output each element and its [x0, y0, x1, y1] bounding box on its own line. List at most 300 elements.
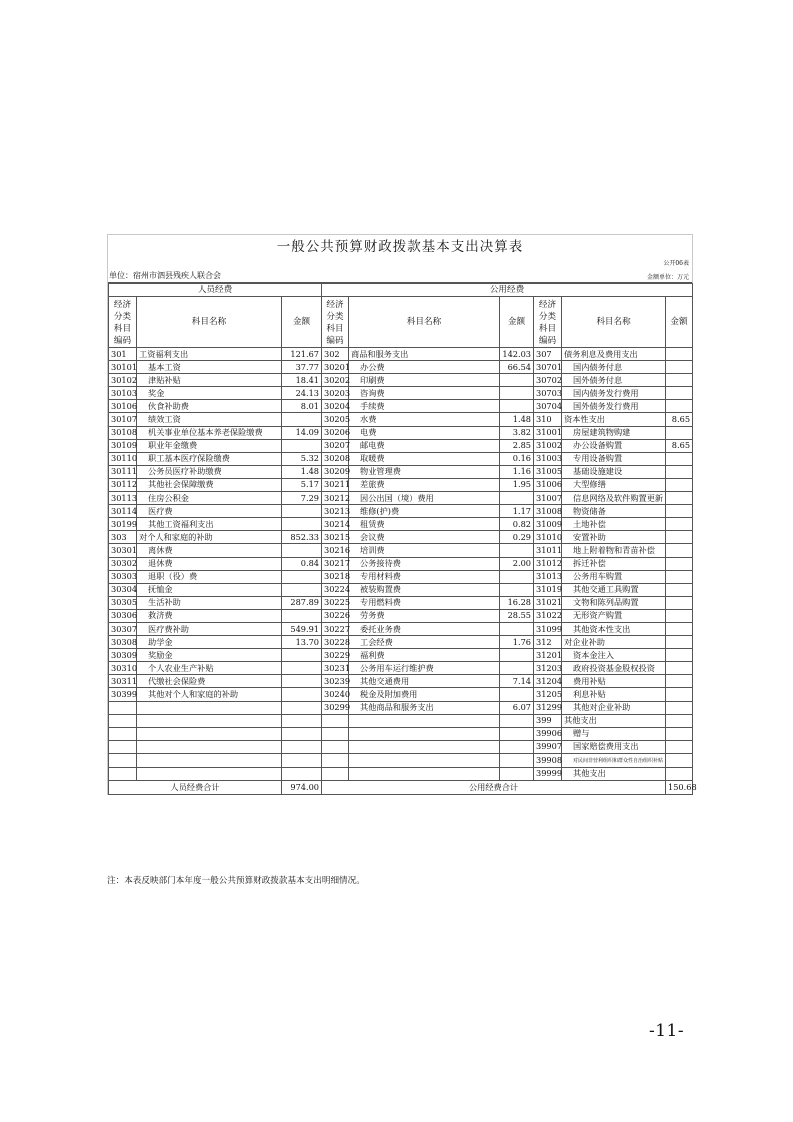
form-id: 公开06表: [663, 260, 689, 267]
subject-name-cell: [562, 596, 666, 609]
section-personnel: 人员经费: [109, 284, 322, 297]
amount-cell: [666, 361, 693, 374]
subject-name-cell: [349, 400, 500, 413]
amount-cell: 3.82: [500, 426, 534, 439]
amount-cell: [282, 505, 322, 518]
code-cell: 30227: [322, 622, 349, 635]
code-cell: 30311: [109, 675, 137, 688]
subject-name-cell: [349, 662, 500, 675]
code-cell: 30228: [322, 636, 349, 649]
code-cell: [322, 753, 349, 767]
footnote: 注：本表反映部门本年度一般公共预算财政拨款基本支出明细情况。: [107, 876, 365, 886]
subject-name-cell: [137, 740, 282, 753]
amount-cell: [500, 767, 534, 780]
header-amount: 金额: [500, 297, 534, 348]
amount-cell: [666, 505, 693, 518]
subject-name-cell: [137, 727, 282, 740]
subject-name: 对民间非营利组织和群众性自治组织补贴: [573, 757, 664, 764]
table-row: [109, 636, 693, 649]
table-row: [109, 688, 693, 701]
amount-cell: 0.82: [500, 518, 534, 531]
subject-name: 无形资产购置: [573, 610, 623, 621]
amount-cell: 7.29: [282, 492, 322, 505]
amount-cell: [666, 675, 693, 688]
subject-name: 资本金注入: [573, 649, 614, 660]
subject-name: 租赁费: [360, 518, 385, 529]
code-cell: 39907: [534, 740, 562, 753]
subject-name-cell: [137, 767, 282, 780]
header-name: 科目名称: [349, 297, 500, 348]
code-cell: 303: [109, 531, 137, 544]
subject-name-cell: [349, 465, 500, 478]
subject-name: 劳务费: [360, 610, 385, 621]
subject-name: 印刷费: [360, 374, 385, 385]
amount-cell: [666, 465, 693, 478]
amount-cell: 66.54: [500, 361, 534, 374]
amount-cell: [666, 570, 693, 583]
amount-cell: 1.48: [282, 465, 322, 478]
amount-cell: [666, 387, 693, 400]
subject-name-cell: [137, 465, 282, 478]
subject-name: 其他支出: [564, 715, 597, 726]
subject-name: 住房公积金: [148, 492, 189, 503]
code-cell: 31007: [534, 492, 562, 505]
subject-name: 利息补贴: [573, 688, 606, 699]
code-cell: 30103: [109, 387, 137, 400]
code-cell: 30211: [322, 478, 349, 491]
amount-cell: [666, 636, 693, 649]
subject-name-cell: [562, 439, 666, 452]
subject-name-cell: [137, 478, 282, 491]
subject-name: 救济费: [148, 610, 173, 621]
table-row: [109, 465, 693, 478]
subject-name-cell: [562, 688, 666, 701]
subject-name-cell: [137, 753, 282, 767]
subject-name-cell: [137, 518, 282, 531]
table-row: [109, 727, 693, 740]
amount-cell: [666, 492, 693, 505]
code-cell: 30224: [322, 583, 349, 596]
subject-name-cell: [562, 400, 666, 413]
subject-name-cell: [137, 439, 282, 452]
table-row: [109, 753, 693, 767]
amount-cell: [500, 727, 534, 740]
subject-name: 职工基本医疗保险缴费: [148, 453, 230, 464]
amount-cell: 28.55: [500, 609, 534, 622]
code-cell: 31013: [534, 570, 562, 583]
header-code: 经济分类科目编码: [109, 297, 137, 348]
subject-name-cell: [349, 714, 500, 727]
subject-name-cell: [137, 374, 282, 387]
code-cell: 30109: [109, 439, 137, 452]
amount-cell: 16.28: [500, 596, 534, 609]
code-cell: 31006: [534, 478, 562, 491]
subject-name: 助学金: [148, 636, 173, 647]
amount-cell: 1.95: [500, 478, 534, 491]
subject-name: 手续费: [360, 400, 385, 411]
amount-cell: 1.16: [500, 465, 534, 478]
subject-name: 维修(护)费: [360, 505, 400, 516]
subject-name-cell: [349, 609, 500, 622]
amount-cell: 549.91: [282, 622, 322, 635]
amount-cell: 1.48: [500, 413, 534, 426]
amount-cell: [666, 400, 693, 413]
amount-cell: [666, 714, 693, 727]
subject-name-cell: [137, 400, 282, 413]
code-cell: 31012: [534, 557, 562, 570]
subject-name-cell: [349, 622, 500, 635]
subject-name: 物业管理费: [360, 466, 401, 477]
code-cell: 30306: [109, 609, 137, 622]
report-title: 一般公共预算财政拨款基本支出决算表: [276, 239, 524, 255]
subject-name-cell: [562, 361, 666, 374]
subject-name-cell: [349, 544, 500, 557]
subject-name-cell: [349, 583, 500, 596]
subject-name: 其他交通费用: [360, 675, 410, 686]
subject-name-cell: [349, 439, 500, 452]
code-cell: 31201: [534, 649, 562, 662]
code-cell: 31019: [534, 583, 562, 596]
subject-name: 其他对企业补助: [573, 702, 631, 713]
code-cell: 30107: [109, 413, 137, 426]
subject-name: 离休费: [148, 544, 173, 555]
subject-name-cell: [349, 361, 500, 374]
table-row: [109, 767, 693, 780]
subject-name: 个人农业生产补贴: [148, 662, 214, 673]
code-cell: 31299: [534, 701, 562, 714]
subject-name: 医疗费补助: [148, 623, 189, 634]
subject-name-cell: [137, 649, 282, 662]
code-cell: 30239: [322, 675, 349, 688]
amount-cell: [666, 478, 693, 491]
table-row: [109, 622, 693, 635]
subject-name: 土地补偿: [573, 518, 606, 529]
subject-name: 抚恤金: [148, 584, 173, 595]
subject-name: 国内债务付息: [573, 361, 623, 372]
code-cell: 30302: [109, 557, 137, 570]
subject-name-cell: [137, 688, 282, 701]
code-cell: [109, 740, 137, 753]
subject-name: 其他社会保障缴费: [148, 479, 214, 490]
amount-cell: 8.01: [282, 400, 322, 413]
amount-cell: 5.32: [282, 452, 322, 465]
subject-name: 其他对个人和家庭的补助: [148, 688, 239, 699]
code-cell: [322, 727, 349, 740]
amount-cell: [500, 387, 534, 400]
subject-name-cell: [137, 361, 282, 374]
subject-name-cell: [349, 452, 500, 465]
subject-name-cell: [349, 413, 500, 426]
subject-name: 公务用车购置: [573, 571, 623, 582]
subject-name-cell: [562, 557, 666, 570]
subject-name: 机关事业单位基本养老保险缴费: [148, 427, 263, 438]
amount-cell: [282, 570, 322, 583]
subject-name: 奖励金: [148, 649, 173, 660]
subject-name: 专用材料费: [360, 571, 401, 582]
subject-name: 费用补贴: [573, 675, 606, 686]
subject-name-cell: [562, 662, 666, 675]
subject-name: 国内债务发行费用: [573, 387, 639, 398]
subject-name-cell: [562, 767, 666, 780]
subject-name-cell: [562, 701, 666, 714]
subject-name: 公务接待费: [360, 558, 401, 569]
table-row: [109, 387, 693, 400]
code-cell: 30305: [109, 596, 137, 609]
code-cell: 30215: [322, 531, 349, 544]
subject-name: 债务利息及费用支出: [564, 348, 638, 359]
subject-name: 公务用车运行维护费: [360, 662, 434, 673]
amount-cell: [666, 688, 693, 701]
amount-cell: [666, 740, 693, 753]
subject-name: 专用设备购置: [573, 453, 623, 464]
subject-name: 会议费: [360, 531, 385, 542]
header-row: [109, 297, 693, 348]
subject-name-cell: [137, 492, 282, 505]
public-total-label: 公用经费合计: [322, 781, 666, 795]
amount-cell: 24.13: [282, 387, 322, 400]
subject-name: 国外债务付息: [573, 374, 623, 385]
amount-cell: [666, 583, 693, 596]
code-cell: 31002: [534, 439, 562, 452]
code-cell: 30214: [322, 518, 349, 531]
amount-cell: [282, 609, 322, 622]
subject-name-cell: [349, 649, 500, 662]
code-cell: 39999: [534, 767, 562, 780]
subject-name: 公务员医疗补助缴费: [148, 466, 222, 477]
subject-name-cell: [349, 636, 500, 649]
subject-name: 赠与: [573, 728, 590, 739]
table-row: [109, 478, 693, 491]
amount-cell: [666, 609, 693, 622]
amount-cell: [500, 622, 534, 635]
subject-name-cell: [562, 544, 666, 557]
amount-cell: [282, 688, 322, 701]
amount-cell: [282, 583, 322, 596]
subject-name: 取暖费: [360, 453, 385, 464]
subject-name-cell: [137, 570, 282, 583]
code-cell: 312: [534, 636, 562, 649]
subject-name-cell: [562, 740, 666, 753]
code-cell: 30310: [109, 662, 137, 675]
code-cell: [322, 767, 349, 780]
code-cell: 30213: [322, 505, 349, 518]
code-cell: 30226: [322, 609, 349, 622]
code-cell: 30704: [534, 400, 562, 413]
subject-name: 咨询费: [360, 387, 385, 398]
code-cell: 30205: [322, 413, 349, 426]
table-row: [109, 374, 693, 387]
header-amount: 金额: [282, 297, 322, 348]
code-cell: 30199: [109, 518, 137, 531]
reporting-unit: 单位：宿州市泗县残疾人联合会: [109, 271, 221, 280]
amount-cell: 2.00: [500, 557, 534, 570]
subject-name-cell: [349, 505, 500, 518]
amount-cell: [282, 701, 322, 714]
subject-name: 差旅费: [360, 479, 385, 490]
code-cell: 30110: [109, 452, 137, 465]
amount-cell: [500, 492, 534, 505]
amount-cell: 852.33: [282, 531, 322, 544]
subject-name: 其他工资福利支出: [148, 518, 214, 529]
code-cell: 30204: [322, 400, 349, 413]
code-cell: 31008: [534, 505, 562, 518]
subject-name-cell: [562, 675, 666, 688]
code-cell: 30304: [109, 583, 137, 596]
subject-name: 政府投资基金股权投资: [573, 662, 655, 673]
subject-name-cell: [137, 505, 282, 518]
amount-cell: [500, 374, 534, 387]
subject-name: 伙食补助费: [148, 400, 189, 411]
amount-cell: 142.03: [500, 348, 534, 361]
amount-cell: [500, 753, 534, 767]
code-cell: 30212: [322, 492, 349, 505]
header-amount: 金额: [666, 297, 693, 348]
subject-name-cell: [562, 452, 666, 465]
table-row: [109, 583, 693, 596]
subject-name-cell: [137, 557, 282, 570]
amount-cell: 13.70: [282, 636, 322, 649]
amount-cell: 8.65: [666, 413, 693, 426]
subject-name-cell: [349, 767, 500, 780]
amount-cell: [282, 439, 322, 452]
code-cell: 31005: [534, 465, 562, 478]
header-code: 经济分类科目编码: [322, 297, 349, 348]
subject-name-cell: [349, 688, 500, 701]
amount-cell: 8.65: [666, 439, 693, 452]
code-cell: 30309: [109, 649, 137, 662]
subject-name: 安置补助: [573, 531, 606, 542]
amount-cell: 7.14: [500, 675, 534, 688]
amount-cell: 0.16: [500, 452, 534, 465]
unit-row: [108, 269, 692, 283]
subject-name-cell: [137, 662, 282, 675]
table-row: [109, 426, 693, 439]
public-total-amount: 150.68: [666, 781, 693, 795]
table-row: [109, 609, 693, 622]
subject-name-cell: [349, 675, 500, 688]
subject-name: 专用燃料费: [360, 597, 401, 608]
code-cell: 31021: [534, 596, 562, 609]
code-cell: 399: [534, 714, 562, 727]
subject-name-cell: [137, 583, 282, 596]
subject-name-cell: [349, 753, 500, 767]
subject-name-cell: [349, 596, 500, 609]
amount-cell: [500, 400, 534, 413]
table-row: [109, 348, 693, 361]
subject-name: 工会经费: [360, 636, 393, 647]
subject-name: 医疗费: [148, 505, 173, 516]
subject-name-cell: [562, 413, 666, 426]
expenditure-table: [108, 283, 697, 795]
code-cell: [109, 701, 137, 714]
amount-cell: 1.17: [500, 505, 534, 518]
subject-name-cell: [562, 714, 666, 727]
subject-name: 信息网络及软件购置更新: [573, 492, 664, 503]
amount-cell: 1.76: [500, 636, 534, 649]
amount-cell: [666, 531, 693, 544]
subject-name: 办公费: [360, 361, 385, 372]
code-cell: 30209: [322, 465, 349, 478]
table-row: [109, 570, 693, 583]
amount-cell: [666, 649, 693, 662]
amount-cell: [666, 348, 693, 361]
amount-cell: [282, 767, 322, 780]
subject-name-cell: [562, 505, 666, 518]
code-cell: 30112: [109, 478, 137, 491]
subject-name: 物资储备: [573, 505, 606, 516]
amount-cell: 2.85: [500, 439, 534, 452]
code-cell: 30703: [534, 387, 562, 400]
code-cell: 31205: [534, 688, 562, 701]
subject-name-cell: [137, 413, 282, 426]
subject-name-cell: [137, 348, 282, 361]
subject-name: 文物和陈列品购置: [573, 597, 639, 608]
code-cell: 30225: [322, 596, 349, 609]
table-row: [109, 452, 693, 465]
code-cell: 31003: [534, 452, 562, 465]
table-row: [109, 662, 693, 675]
amount-cell: [500, 544, 534, 557]
amount-cell: [666, 426, 693, 439]
subject-name: 其他交通工具购置: [573, 584, 639, 595]
code-cell: 30106: [109, 400, 137, 413]
amount-cell: [500, 662, 534, 675]
subject-name-cell: [349, 348, 500, 361]
code-cell: 30231: [322, 662, 349, 675]
subject-name-cell: [137, 609, 282, 622]
code-cell: 39908: [534, 753, 562, 767]
subject-name-cell: [137, 714, 282, 727]
amount-cell: [282, 675, 322, 688]
code-cell: 30208: [322, 452, 349, 465]
amount-cell: [282, 714, 322, 727]
subject-name-cell: [562, 426, 666, 439]
subject-name: 国外债务发行费用: [573, 400, 639, 411]
subject-name: 工资福利支出: [139, 348, 189, 359]
subject-name-cell: [562, 727, 666, 740]
header-code: 经济分类科目编码: [534, 297, 562, 348]
subject-name: 其他商品和服务支出: [360, 702, 434, 713]
personnel-total-label: 人员经费合计: [109, 781, 282, 795]
subject-name-cell: [137, 387, 282, 400]
subject-name-cell: [137, 544, 282, 557]
subject-name: 国家赔偿费用支出: [573, 741, 639, 752]
subject-name-cell: [349, 492, 500, 505]
subject-name-cell: [349, 727, 500, 740]
table-row: [109, 714, 693, 727]
subject-name: 基础设施建设: [573, 466, 623, 477]
amount-cell: [666, 753, 693, 767]
header-name: 科目名称: [562, 297, 666, 348]
subject-name-cell: [349, 701, 500, 714]
amount-cell: [666, 557, 693, 570]
subject-name-cell: [349, 426, 500, 439]
subject-name: 电费: [360, 427, 377, 438]
subject-name-cell: [349, 478, 500, 491]
subject-name: 对企业补助: [564, 636, 605, 647]
table-row: [109, 544, 693, 557]
amount-cell: [666, 452, 693, 465]
code-cell: [109, 767, 137, 780]
code-cell: [109, 714, 137, 727]
code-cell: 310: [534, 413, 562, 426]
code-cell: 30206: [322, 426, 349, 439]
subject-name: 其他资本性支出: [573, 623, 631, 634]
subject-name: 委托业务费: [360, 623, 401, 634]
code-cell: 31099: [534, 622, 562, 635]
code-cell: 30207: [322, 439, 349, 452]
subject-name-cell: [562, 518, 666, 531]
